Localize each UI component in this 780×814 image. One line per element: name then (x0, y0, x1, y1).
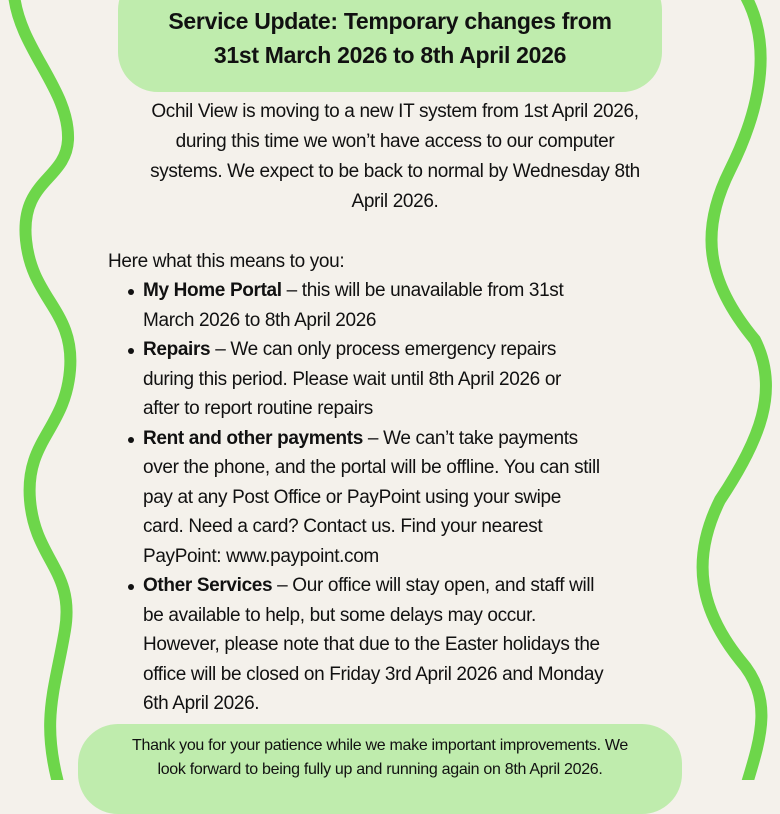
bullet-text: card. Need a card? Contact us. Find your nearest (143, 516, 543, 537)
bullet-my-home-portal (143, 276, 603, 335)
bullet-rent-payments (143, 424, 603, 572)
bullet-text: March 2026 to 8th April 2026 (143, 309, 377, 331)
bullet-text: However, please note that due to the Easter holidays the (143, 634, 600, 655)
bullet-heading: My Home Portal (143, 280, 282, 301)
bullet-text: pay at any Post Office or PayPoint using your swipe (143, 486, 561, 508)
bullet-repairs (143, 335, 603, 424)
page-title (118, 4, 662, 72)
bullet-text: – We can only process emergency repairs (210, 339, 557, 360)
intro-line: during this time we won’t have access to our computer (175, 131, 615, 152)
bullet-heading: Repairs (143, 339, 211, 360)
title-line: Service Update: Temporary changes from (168, 8, 612, 34)
lead-text: Here what this means to you: (108, 251, 345, 272)
bullet-text: – We can’t take payments (363, 427, 578, 449)
bullet-text: 6th April 2026. (143, 693, 260, 714)
bullet-text: office will be closed on Friday 3rd April 2026 and Monday (143, 663, 604, 685)
bullet-text: after to report routine repairs (143, 398, 373, 419)
intro-paragraph (100, 97, 690, 217)
bullet-text: be available to help, but some delays may occur. (143, 604, 536, 626)
left-wave (14, 0, 70, 780)
bullet-other-services (143, 571, 603, 719)
bullet-list (143, 276, 603, 719)
footer-line: look forward to being fully up and running again on 8th April 2026. (157, 761, 603, 778)
footer-line: Thank you for your patience while we make important improvements. We (132, 737, 628, 754)
bullet-text: PayPoint: www.paypoint.com (143, 545, 379, 567)
bullet-text: during this period. Please wait until 8th April 2026 or (143, 368, 562, 390)
intro-line: April 2026. (351, 191, 439, 212)
intro-line: systems. We expect to be back to normal by Wednesday 8th (150, 161, 640, 182)
bullet-heading: Rent and other payments (143, 427, 363, 449)
bullet-text: over the phone, and the portal will be offline. You can still (143, 457, 600, 478)
right-wave (703, 0, 766, 780)
intro-line: Ochil View is moving to a new IT system from 1st April 2026, (151, 101, 639, 122)
bullet-text: – this will be unavailable from 31st (281, 280, 564, 301)
bullet-text: – Our office will stay open, and staff will (272, 575, 595, 596)
footer-message (78, 734, 682, 782)
bullet-heading: Other Services (143, 575, 273, 596)
title-line: 31st March 2026 to 8th April 2026 (213, 42, 567, 68)
